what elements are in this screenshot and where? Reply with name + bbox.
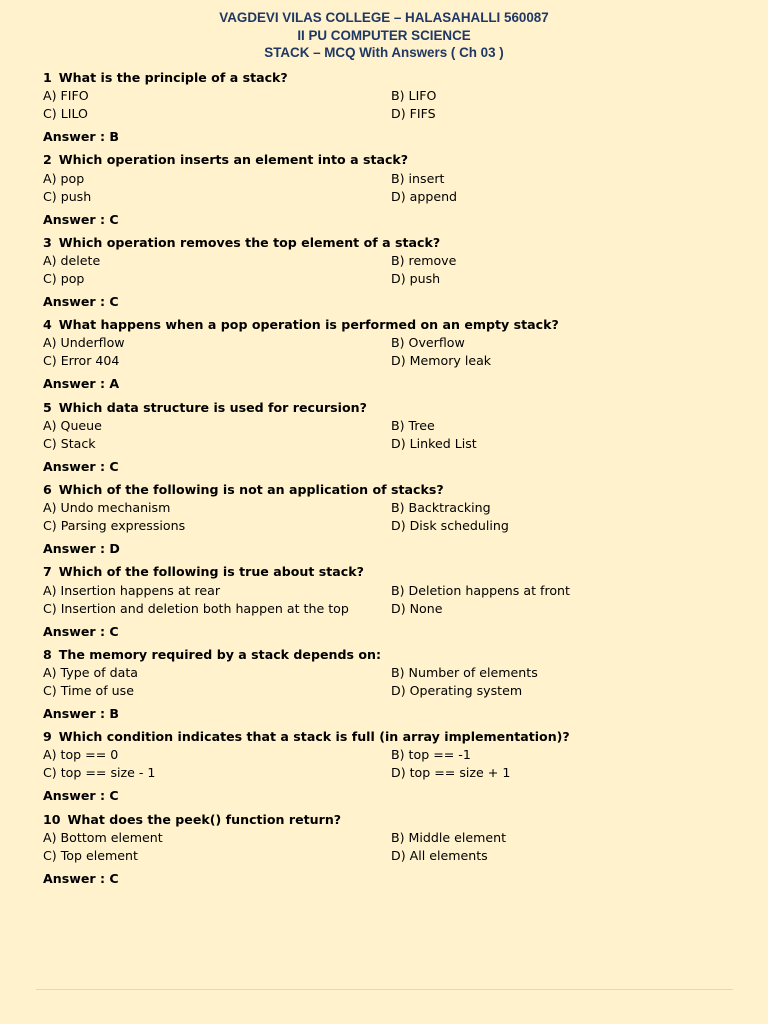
option-c: C) Parsing expressions	[43, 518, 186, 534]
answer-label: Answer : C	[43, 623, 119, 639]
options-row-1	[43, 746, 743, 764]
option-b: B) Tree	[391, 417, 435, 433]
option-d: D) append	[391, 188, 458, 204]
option-a: A) Underflow	[43, 335, 125, 351]
option-c: C) push	[43, 188, 92, 204]
options-row-1	[43, 417, 743, 435]
question-text: Which operation inserts an element into a stack?	[58, 152, 409, 168]
options-row-2	[43, 105, 743, 123]
answer-label: Answer : C	[43, 458, 119, 474]
options-row-2	[43, 847, 743, 865]
course-name: II PU COMPUTER SCIENCE	[297, 27, 471, 43]
option-c: C) Time of use	[43, 682, 134, 698]
question-item	[43, 234, 743, 316]
option-b: B) top == -1	[391, 747, 471, 763]
option-d: D) Linked List	[391, 435, 477, 451]
option-d: D) Operating system	[391, 682, 523, 698]
question-title	[43, 646, 743, 664]
option-b: B) Deletion happens at front	[391, 582, 570, 598]
question-title	[43, 563, 743, 581]
option-d: D) Memory leak	[391, 353, 492, 369]
option-d: D) All elements	[391, 847, 488, 863]
question-text: What is the principle of a stack?	[58, 70, 288, 85]
question-title	[43, 399, 743, 417]
answer-label: Answer : B	[43, 705, 119, 721]
option-a: A) Bottom element	[43, 829, 163, 845]
question-list	[43, 69, 743, 893]
options-row-2	[43, 517, 743, 535]
option-a: A) Undo mechanism	[43, 500, 171, 516]
question-number: 3	[43, 234, 52, 250]
answer-label: Answer : C	[43, 293, 119, 309]
option-b: B) remove	[391, 252, 457, 268]
question-text: Which of the following is not an application of stacks?	[58, 481, 444, 497]
option-a: A) delete	[43, 252, 101, 268]
question-item	[43, 316, 743, 398]
option-d: D) top == size + 1	[391, 765, 511, 781]
option-b: B) insert	[391, 170, 445, 186]
question-item	[43, 69, 743, 151]
options-row-2	[43, 682, 743, 700]
options-row-1	[43, 170, 743, 188]
option-c: C) Stack	[43, 435, 96, 451]
answer-label: Answer : A	[43, 376, 120, 392]
option-b: B) Middle element	[391, 829, 507, 845]
question-number: 8	[43, 646, 52, 662]
options-row-1	[43, 87, 743, 105]
option-a: A) Insertion happens at rear	[43, 582, 221, 598]
option-d: D) FIFS	[391, 106, 436, 122]
option-b: B) Number of elements	[391, 664, 538, 680]
question-item	[43, 811, 743, 893]
question-text: Which condition indicates that a stack is full (in array implementation)?	[58, 729, 570, 745]
question-item	[43, 646, 743, 728]
question-number: 2	[43, 152, 52, 168]
option-a: A) FIFO	[43, 88, 89, 104]
option-d: D) push	[391, 270, 441, 286]
option-b: B) Overflow	[391, 335, 465, 351]
options-row-1	[43, 499, 743, 517]
options-row-2	[43, 435, 743, 453]
question-number: 9	[43, 729, 52, 745]
question-title	[43, 481, 743, 499]
options-row-2	[43, 600, 743, 618]
option-c: C) Top element	[43, 847, 138, 863]
answer-label: Answer : B	[43, 129, 119, 145]
option-c: C) LILO	[43, 106, 88, 122]
question-number: 7	[43, 564, 52, 580]
question-item	[43, 563, 743, 645]
chapter-title: STACK – MCQ With Answers ( Ch 03 )	[264, 45, 504, 60]
answer-label: Answer : C	[43, 788, 119, 804]
option-c: C) pop	[43, 270, 85, 286]
question-item	[43, 728, 743, 810]
option-c: C) Insertion and deletion both happen at the top	[43, 600, 349, 616]
option-a: A) Queue	[43, 417, 102, 433]
footer-divider	[36, 989, 733, 990]
question-text: Which of the following is true about stack?	[58, 564, 364, 580]
question-number: 5	[43, 399, 52, 415]
question-item	[43, 481, 743, 563]
question-title	[43, 316, 743, 334]
options-row-2	[43, 352, 743, 370]
answer-label: Answer : C	[43, 870, 119, 886]
college-name: VAGDEVI VILAS COLLEGE – HALASAHALLI 560087	[219, 10, 549, 25]
option-d: D) Disk scheduling	[391, 518, 509, 534]
question-text: The memory required by a stack depends on:	[58, 646, 382, 662]
option-c: C) top == size - 1	[43, 765, 156, 781]
option-a: A) top == 0	[43, 747, 119, 763]
options-row-1	[43, 334, 743, 352]
question-item	[43, 151, 743, 233]
options-row-1	[43, 252, 743, 270]
options-row-2	[43, 188, 743, 206]
options-row-2	[43, 270, 743, 288]
question-title	[43, 234, 743, 252]
answer-label: Answer : C	[43, 211, 119, 227]
option-a: A) pop	[43, 170, 85, 186]
question-title	[43, 151, 743, 169]
question-number: 6	[43, 481, 52, 497]
question-item	[43, 399, 743, 481]
question-title	[43, 811, 743, 829]
option-d: D) None	[391, 600, 443, 616]
option-c: C) Error 404	[43, 353, 120, 369]
option-a: A) Type of data	[43, 664, 138, 680]
options-row-1	[43, 582, 743, 600]
answer-label: Answer : D	[43, 541, 120, 557]
options-row-1	[43, 829, 743, 847]
document-header	[0, 9, 768, 62]
question-title	[43, 69, 743, 87]
option-b: B) Backtracking	[391, 500, 491, 516]
options-row-2	[43, 764, 743, 782]
question-number: 10	[43, 811, 61, 827]
option-b: B) LIFO	[391, 88, 437, 104]
question-text: What happens when a pop operation is performed on an empty stack?	[58, 317, 559, 333]
options-row-1	[43, 664, 743, 682]
question-text: Which data structure is used for recursion?	[58, 399, 367, 415]
question-number: 1	[43, 70, 52, 85]
question-number: 4	[43, 317, 52, 333]
question-text: Which operation removes the top element of a stack?	[58, 234, 441, 250]
question-title	[43, 728, 743, 746]
question-text: What does the peek() function return?	[67, 811, 342, 827]
